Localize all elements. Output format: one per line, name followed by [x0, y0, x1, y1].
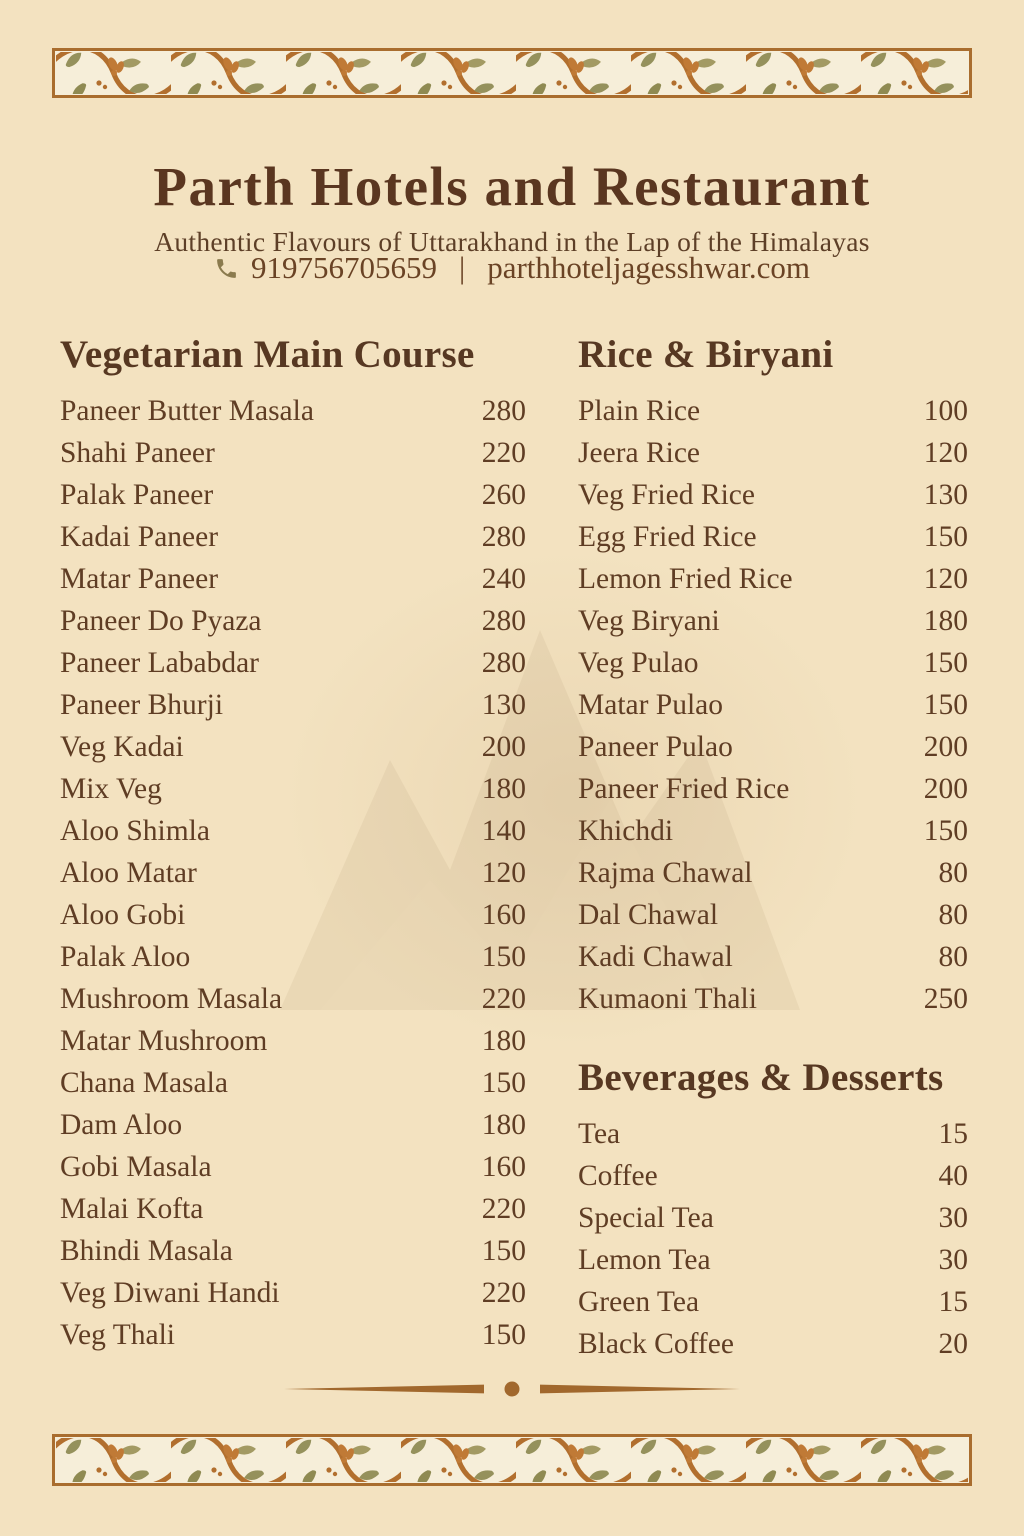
menu-item-name: Khichdi: [578, 815, 674, 848]
menu-item-row: [60, 642, 526, 684]
menu-item-name: Tea: [578, 1118, 621, 1151]
menu-item-row: [578, 1281, 968, 1323]
menu-item-price: 100: [923, 395, 968, 428]
menu-item-price: 200: [923, 731, 968, 764]
phone-receiver-icon: [214, 256, 239, 281]
menu-item-row: [578, 474, 968, 516]
menu-item-price: 280: [481, 647, 526, 680]
menu-item-name: Shahi Paneer: [60, 437, 215, 470]
menu-item-row: [578, 936, 968, 978]
menu-item-price: 20: [938, 1328, 968, 1361]
menu-item-name: Bhindi Masala: [60, 1235, 233, 1268]
menu-item-name: Veg Kadai: [60, 731, 184, 764]
menu-item-name: Gobi Masala: [60, 1151, 212, 1184]
menu-item-name: Kadi Chawal: [578, 941, 733, 974]
website-text: parthhoteljagesshwar.com: [487, 250, 811, 285]
menu-item-name: Aloo Gobi: [60, 899, 186, 932]
menu-item-row: [60, 684, 526, 726]
restaurant-tagline: Authentic Flavours of Uttarakhand in the Lap of the Himalayas: [154, 225, 870, 257]
menu-item-price: 150: [481, 1319, 526, 1352]
menu-item-row: [60, 1272, 526, 1314]
menu-item-name: Black Coffee: [578, 1328, 734, 1361]
menu-item-price: 150: [481, 1235, 526, 1268]
menu-item-row: [578, 684, 968, 726]
menu-item-row: [60, 1230, 526, 1272]
menu-item-price: 240: [481, 563, 526, 596]
menu-item-name: Palak Aloo: [60, 941, 191, 974]
menu-item-price: 250: [923, 983, 968, 1016]
bottom-floral-border: [52, 1434, 972, 1486]
menu-item-row: [60, 894, 526, 936]
menu-item-name: Coffee: [578, 1160, 658, 1193]
menu-item-name: Veg Pulao: [578, 647, 699, 680]
menu-item-name: Matar Paneer: [60, 563, 219, 596]
menu-item-price: 120: [481, 857, 526, 890]
menu-item-price: 40: [938, 1160, 968, 1193]
rice-section-heading: Rice & Biryani: [578, 333, 834, 376]
menu-item-row: [578, 558, 968, 600]
menu-item-price: 30: [938, 1244, 968, 1277]
menu-item-row: [578, 1323, 968, 1365]
menu-item-name: Plain Rice: [578, 395, 701, 428]
menu-item-row: [578, 516, 968, 558]
veg-menu-list: [60, 390, 526, 1356]
menu-columns: [60, 333, 968, 1365]
menu-item-name: Rajma Chawal: [578, 857, 753, 890]
contact-line: [0, 250, 1024, 286]
menu-item-row: [60, 936, 526, 978]
menu-item-row: [578, 1197, 968, 1239]
menu-item-name: Veg Biryani: [578, 605, 720, 638]
menu-item-row: [578, 390, 968, 432]
menu-item-name: Dal Chawal: [578, 899, 719, 932]
menu-item-name: Paneer Do Pyaza: [60, 605, 262, 638]
restaurant-title: Parth Hotels and Restaurant: [153, 155, 871, 217]
menu-item-name: Green Tea: [578, 1286, 700, 1319]
menu-item-row: [578, 810, 968, 852]
menu-item-price: 160: [481, 899, 526, 932]
menu-item-name: Mushroom Masala: [60, 983, 283, 1016]
menu-item-row: [60, 852, 526, 894]
menu-item-price: 180: [481, 1109, 526, 1142]
menu-item-row: [578, 642, 968, 684]
menu-item-row: [60, 1104, 526, 1146]
menu-item-price: 80: [938, 857, 968, 890]
menu-item-price: 15: [938, 1286, 968, 1319]
menu-item-name: Kumaoni Thali: [578, 983, 757, 1016]
menu-item-price: 200: [481, 731, 526, 764]
menu-item-price: 180: [481, 773, 526, 806]
menu-item-row: [60, 1188, 526, 1230]
menu-item-price: 260: [481, 479, 526, 512]
menu-item-price: 150: [923, 689, 968, 722]
menu-item-row: [578, 1113, 968, 1155]
menu-item-row: [60, 1314, 526, 1356]
menu-item-row: [60, 1020, 526, 1062]
menu-item-name: Matar Mushroom: [60, 1025, 268, 1058]
menu-item-price: 120: [923, 437, 968, 470]
menu-item-price: 80: [938, 941, 968, 974]
menu-item-row: [578, 894, 968, 936]
menu-item-name: Palak Paneer: [60, 479, 214, 512]
menu-item-name: Matar Pulao: [578, 689, 724, 722]
menu-item-row: [60, 726, 526, 768]
menu-item-price: 220: [481, 437, 526, 470]
menu-item-row: [60, 1146, 526, 1188]
menu-item-row: [60, 558, 526, 600]
menu-item-price: 130: [923, 479, 968, 512]
menu-item-name: Dam Aloo: [60, 1109, 183, 1142]
menu-item-row: [60, 600, 526, 642]
menu-item-name: Kadai Paneer: [60, 521, 219, 554]
menu-item-price: 180: [923, 605, 968, 638]
menu-item-name: Malai Kofta: [60, 1193, 204, 1226]
menu-item-row: [578, 726, 968, 768]
menu-item-row: [60, 516, 526, 558]
menu-item-price: 130: [481, 689, 526, 722]
menu-item-name: Lemon Fried Rice: [578, 563, 793, 596]
menu-item-price: 280: [481, 605, 526, 638]
menu-item-name: Aloo Shimla: [60, 815, 210, 848]
menu-item-row: [60, 474, 526, 516]
menu-item-row: [60, 1062, 526, 1104]
menu-item-row: [60, 390, 526, 432]
menu-item-name: Chana Masala: [60, 1067, 228, 1100]
menu-item-price: 180: [481, 1025, 526, 1058]
menu-item-price: 140: [481, 815, 526, 848]
beverages-section-heading: Beverages & Desserts: [578, 1056, 944, 1100]
menu-item-name: Paneer Butter Masala: [60, 395, 314, 428]
menu-item-name: Veg Fried Rice: [578, 479, 755, 512]
menu-item-name: Paneer Lababdar: [60, 647, 260, 680]
menu-item-name: Aloo Matar: [60, 857, 197, 890]
menu-item-name: Paneer Pulao: [578, 731, 733, 764]
menu-item-price: 160: [481, 1151, 526, 1184]
menu-item-row: [60, 768, 526, 810]
menu-item-row: [578, 1155, 968, 1197]
menu-item-price: 150: [923, 521, 968, 554]
section-right-column: [578, 333, 968, 1365]
menu-item-price: 80: [938, 899, 968, 932]
section-vegetarian-main-course: [60, 333, 526, 1365]
menu-item-price: 280: [481, 521, 526, 554]
menu-item-price: 220: [481, 983, 526, 1016]
menu-item-row: [60, 978, 526, 1020]
menu-item-name: Veg Thali: [60, 1319, 175, 1352]
menu-item-name: Special Tea: [578, 1202, 714, 1235]
menu-item-price: 220: [481, 1277, 526, 1310]
menu-item-price: 120: [923, 563, 968, 596]
menu-item-name: Paneer Bhurji: [60, 689, 224, 722]
menu-item-price: 150: [481, 1067, 526, 1100]
menu-item-row: [578, 978, 968, 1020]
menu-item-name: Egg Fried Rice: [578, 521, 757, 554]
menu-item-price: 15: [938, 1118, 968, 1151]
menu-item-row: [60, 432, 526, 474]
menu-item-price: 150: [923, 815, 968, 848]
menu-item-price: 280: [481, 395, 526, 428]
menu-item-name: Veg Diwani Handi: [60, 1277, 280, 1310]
top-floral-border: [52, 48, 972, 98]
phone-number: 919756705659: [250, 250, 437, 285]
menu-item-row: [578, 600, 968, 642]
menu-item-name: Mix Veg: [60, 773, 162, 806]
menu-item-row: [60, 810, 526, 852]
menu-item-price: 220: [481, 1193, 526, 1226]
menu-item-row: [578, 1239, 968, 1281]
menu-item-name: Jeera Rice: [578, 437, 701, 470]
menu-item-row: [578, 852, 968, 894]
menu-item-row: [578, 768, 968, 810]
menu-item-price: 30: [938, 1202, 968, 1235]
rice-menu-list: [578, 390, 968, 1020]
menu-item-price: 150: [923, 647, 968, 680]
line-dot-divider: [282, 1380, 742, 1398]
menu-item-price: 150: [481, 941, 526, 974]
menu-item-price: 200: [923, 773, 968, 806]
contact-separator: |: [458, 250, 466, 285]
menu-item-name: Lemon Tea: [578, 1244, 711, 1277]
menu-item-row: [578, 432, 968, 474]
veg-section-heading: Vegetarian Main Course: [60, 333, 475, 376]
menu-item-name: Paneer Fried Rice: [578, 773, 790, 806]
beverages-menu-list: [578, 1113, 968, 1365]
